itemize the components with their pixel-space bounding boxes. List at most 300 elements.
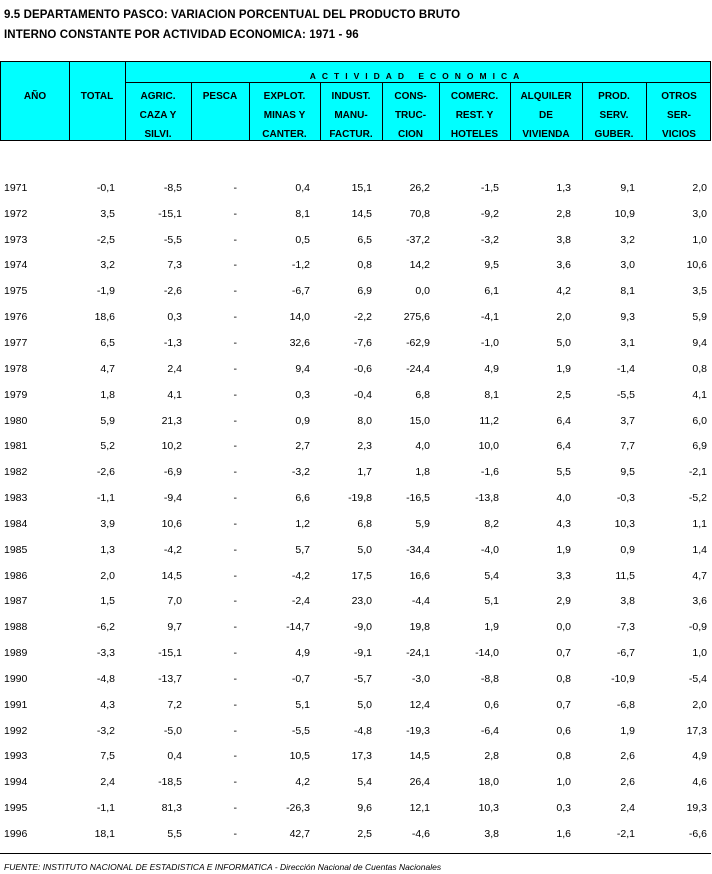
table-title-line-2: INTERNO CONSTANTE POR ACTIVIDAD ECONOMICA: 1971 - 96: [4, 29, 359, 41]
table-cell: -: [233, 802, 237, 815]
table-cell: 0,8: [556, 750, 571, 763]
table-cell: 10,6: [161, 517, 182, 530]
table-cell: -: [233, 466, 237, 479]
table-cell: -6,7: [616, 647, 635, 660]
table-cell: 10,0: [478, 440, 499, 453]
table-cell: 5,9: [100, 414, 115, 427]
table-cell: -: [233, 698, 237, 711]
table-row: [0, 408, 711, 434]
table-cell: 6,5: [357, 233, 372, 246]
row-year: 1989: [4, 647, 28, 660]
table-cell: -3,3: [96, 647, 115, 660]
row-year: 1995: [4, 802, 28, 815]
table-cell: -9,1: [353, 647, 372, 660]
table-cell: 26,2: [409, 181, 430, 194]
table-cell: 10,3: [614, 517, 635, 530]
table-cell: 8,1: [295, 207, 310, 220]
table-cell: 7,2: [167, 698, 182, 711]
table-cell: 4,3: [556, 517, 571, 530]
row-year: 1976: [4, 311, 28, 324]
table-cell: 4,9: [484, 362, 499, 375]
table-cell: -19,3: [406, 724, 430, 737]
table-cell: 4,3: [100, 698, 115, 711]
table-cell: 23,0: [351, 595, 372, 608]
row-year: 1979: [4, 388, 28, 401]
table-cell: 6,8: [415, 388, 430, 401]
table-row: [0, 485, 711, 511]
table-row: [0, 330, 711, 356]
table-cell: 4,0: [415, 440, 430, 453]
table-cell: 17,3: [686, 724, 707, 737]
table-cell: 18,0: [478, 776, 499, 789]
table-row: [0, 433, 711, 459]
table-row: [0, 356, 711, 382]
table-cell: -0,1: [96, 181, 115, 194]
table-cell: -2,4: [291, 595, 310, 608]
table-cell: 14,2: [409, 259, 430, 272]
table-row: [0, 744, 711, 770]
table-cell: -: [233, 750, 237, 763]
table-cell: -5,5: [616, 388, 635, 401]
table-cell: 3,8: [484, 828, 499, 841]
table-cell: 0,7: [556, 698, 571, 711]
table-cell: 19,8: [409, 621, 430, 634]
table-cell: 26,4: [409, 776, 430, 789]
table-cell: 5,0: [556, 336, 571, 349]
table-row: [0, 589, 711, 615]
table-cell: -0,7: [291, 672, 310, 685]
table-cell: -2,6: [96, 466, 115, 479]
table-cell: 1,3: [100, 543, 115, 556]
table-cell: 1,8: [415, 466, 430, 479]
table-row: [0, 537, 711, 563]
table-cell: -3,2: [291, 466, 310, 479]
table-cell: -15,1: [158, 207, 182, 220]
table-cell: -4,0: [480, 543, 499, 556]
header-construccion: CONS- TRUC- CION: [394, 91, 427, 140]
table-row: [0, 201, 711, 227]
row-year: 1996: [4, 828, 28, 841]
table-cell: 1,7: [357, 466, 372, 479]
table-cell: 0,8: [357, 259, 372, 272]
table-cell: 0,3: [167, 311, 182, 324]
row-year: 1993: [4, 750, 28, 763]
table-cell: -: [233, 647, 237, 660]
table-cell: -2,2: [353, 311, 372, 324]
table-cell: 9,4: [295, 362, 310, 375]
table-cell: -4,4: [411, 595, 430, 608]
table-cell: 2,4: [167, 362, 182, 375]
table-cell: -1,6: [480, 466, 499, 479]
table-cell: 3,5: [692, 285, 707, 298]
table-cell: 4,9: [295, 647, 310, 660]
table-cell: -5,0: [163, 724, 182, 737]
table-cell: 1,8: [100, 388, 115, 401]
table-cell: 14,5: [161, 569, 182, 582]
table-cell: 1,3: [556, 181, 571, 194]
row-year: 1985: [4, 543, 28, 556]
table-cell: 10,9: [614, 207, 635, 220]
table-cell: -6,2: [96, 621, 115, 634]
table-cell: 32,6: [289, 336, 310, 349]
table-cell: -1,1: [96, 802, 115, 815]
header-explot: EXPLOT. MINAS Y CANTER.: [262, 91, 307, 140]
table-cell: 1,0: [692, 233, 707, 246]
table-cell: -: [233, 311, 237, 324]
table-cell: 4,7: [100, 362, 115, 375]
table-cell: 5,9: [692, 311, 707, 324]
table-cell: -10,9: [611, 672, 635, 685]
table-title-line-1: 9.5 DEPARTAMENTO PASCO: VARIACION PORCENTUAL DEL PRODUCTO BRUTO: [4, 9, 461, 21]
table-cell: 0,4: [167, 750, 182, 763]
table-cell: -14,7: [286, 621, 310, 634]
table-cell: 5,1: [295, 698, 310, 711]
table-cell: -14,0: [475, 647, 499, 660]
table-cell: 3,2: [620, 233, 635, 246]
table-cell: 2,0: [692, 698, 707, 711]
table-cell: 10,5: [289, 750, 310, 763]
table-cell: 2,5: [357, 828, 372, 841]
table-cell: 5,4: [484, 569, 499, 582]
table-cell: 1,9: [556, 362, 571, 375]
table-cell: -24,4: [406, 362, 430, 375]
table-cell: -: [233, 207, 237, 220]
table-cell: 6,8: [357, 517, 372, 530]
table-cell: 9,5: [620, 466, 635, 479]
table-cell: -7,3: [616, 621, 635, 634]
table-cell: 2,0: [100, 569, 115, 582]
table-cell: 14,5: [409, 750, 430, 763]
table-cell: -1,9: [96, 285, 115, 298]
table-cell: 0,3: [556, 802, 571, 815]
table-row: [0, 459, 711, 485]
table-cell: -4,2: [163, 543, 182, 556]
table-cell: 15,1: [351, 181, 372, 194]
table-cell: 2,3: [357, 440, 372, 453]
table-cell: 4,6: [692, 776, 707, 789]
table-cell: -0,6: [353, 362, 372, 375]
table-cell: 21,3: [161, 414, 182, 427]
table-cell: 5,0: [357, 543, 372, 556]
table-cell: 6,4: [556, 414, 571, 427]
row-year: 1986: [4, 569, 28, 582]
table-cell: -0,9: [688, 621, 707, 634]
table-cell: 18,1: [94, 828, 115, 841]
table-cell: -37,2: [406, 233, 430, 246]
row-year: 1975: [4, 285, 28, 298]
table-cell: 4,7: [692, 569, 707, 582]
table-row: [0, 563, 711, 589]
header-otros: OTROS SER- VICIOS: [661, 91, 697, 140]
table-cell: 8,1: [620, 285, 635, 298]
table-cell: -6,9: [163, 466, 182, 479]
table-cell: 6,9: [357, 285, 372, 298]
table-row: [0, 666, 711, 692]
table-row: [0, 382, 711, 408]
table-cell: -3,0: [411, 672, 430, 685]
table-cell: 42,7: [289, 828, 310, 841]
row-year: 1977: [4, 336, 28, 349]
table-cell: 15,0: [409, 414, 430, 427]
table-cell: 14,0: [289, 311, 310, 324]
table-cell: -13,8: [475, 492, 499, 505]
table-cell: -4,2: [291, 569, 310, 582]
table-cell: 7,5: [100, 750, 115, 763]
table-cell: 0,9: [295, 414, 310, 427]
table-cell: 8,0: [357, 414, 372, 427]
table-cell: -2,1: [688, 466, 707, 479]
table-cell: 5,9: [415, 517, 430, 530]
table-cell: 3,2: [100, 259, 115, 272]
table-row: [0, 795, 711, 821]
table-cell: 3,0: [620, 259, 635, 272]
table-cell: -9,0: [353, 621, 372, 634]
row-year: 1978: [4, 362, 28, 375]
row-year: 1984: [4, 517, 28, 530]
table-cell: 18,6: [94, 311, 115, 324]
header-comerc: COMERC. REST. Y HOTELES: [450, 91, 499, 140]
table-row: [0, 511, 711, 537]
table-cell: 2,6: [620, 776, 635, 789]
table-cell: -4,8: [96, 672, 115, 685]
table-cell: 3,1: [620, 336, 635, 349]
table-cell: -: [233, 517, 237, 530]
table-cell: 5,5: [556, 466, 571, 479]
table-cell: 3,3: [556, 569, 571, 582]
table-cell: -8,8: [480, 672, 499, 685]
table-cell: 2,4: [620, 802, 635, 815]
table-cell: -16,5: [406, 492, 430, 505]
table-cell: 81,3: [161, 802, 182, 815]
table-cell: 4,1: [692, 388, 707, 401]
table-cell: -2,5: [96, 233, 115, 246]
table-cell: 0,4: [295, 181, 310, 194]
header-agric: AGRIC. CAZA Y SILVI.: [139, 91, 177, 140]
table-cell: 0,6: [484, 698, 499, 711]
source-note: FUENTE: INSTITUTO NACIONAL DE ESTADISTICA E INFORMATICA - Dirección Nacional de Cuentas Nacionales: [4, 862, 442, 872]
table-cell: -34,4: [406, 543, 430, 556]
table-cell: -6,6: [688, 828, 707, 841]
table-cell: 5,1: [484, 595, 499, 608]
table-cell: 2,4: [100, 776, 115, 789]
row-year: 1994: [4, 776, 28, 789]
table-cell: 4,1: [167, 388, 182, 401]
table-cell: -24,1: [406, 647, 430, 660]
table-cell: -: [233, 595, 237, 608]
table-cell: -: [233, 621, 237, 634]
table-cell: -5,7: [353, 672, 372, 685]
table-cell: 5,2: [100, 440, 115, 453]
table-cell: 6,0: [692, 414, 707, 427]
table-cell: 17,3: [351, 750, 372, 763]
table-cell: -1,5: [480, 181, 499, 194]
table-cell: 0,0: [556, 621, 571, 634]
table-cell: 8,2: [484, 517, 499, 530]
table-cell: 14,5: [351, 207, 372, 220]
header-total: TOTAL: [80, 91, 114, 102]
header-prod-serv: PROD. SERV. GUBER.: [594, 91, 634, 140]
table-cell: -2,6: [163, 285, 182, 298]
table-row: [0, 175, 711, 201]
row-year: 1987: [4, 595, 28, 608]
table-cell: -: [233, 724, 237, 737]
table-header: [0, 61, 711, 141]
table-cell: 2,0: [692, 181, 707, 194]
table-cell: 0,0: [415, 285, 430, 298]
table-cell: 5,7: [295, 543, 310, 556]
table-cell: 1,9: [556, 543, 571, 556]
table-cell: -5,5: [163, 233, 182, 246]
table-cell: -: [233, 336, 237, 349]
table-cell: -: [233, 233, 237, 246]
row-year: 1982: [4, 466, 28, 479]
table-cell: 0,3: [295, 388, 310, 401]
table-cell: -: [233, 492, 237, 505]
table-cell: 3,0: [692, 207, 707, 220]
table-cell: 2,6: [620, 750, 635, 763]
table-cell: -15,1: [158, 647, 182, 660]
footer-divider: [0, 853, 711, 854]
table-cell: -1,2: [291, 259, 310, 272]
table-cell: -8,5: [163, 181, 182, 194]
table-cell: 7,3: [167, 259, 182, 272]
table-cell: 6,5: [100, 336, 115, 349]
table-row: [0, 821, 711, 847]
table-cell: 275,6: [403, 311, 430, 324]
table-cell: -: [233, 259, 237, 272]
table-cell: 5,5: [167, 828, 182, 841]
table-cell: 12,4: [409, 698, 430, 711]
table-cell: -62,9: [406, 336, 430, 349]
table-cell: 1,9: [484, 621, 499, 634]
table-cell: -1,4: [616, 362, 635, 375]
table-cell: 4,0: [556, 492, 571, 505]
table-cell: 0,7: [556, 647, 571, 660]
table-cell: 0,8: [556, 672, 571, 685]
table-cell: 6,9: [692, 440, 707, 453]
header-indust: INDUST. MANU- FACTUR.: [329, 91, 373, 140]
table-cell: -9,4: [163, 492, 182, 505]
table-cell: -3,2: [96, 724, 115, 737]
table-cell: 9,1: [620, 181, 635, 194]
header-actividad-economica: ACTIVIDAD ECONOMICA: [309, 71, 526, 81]
table-cell: -3,2: [480, 233, 499, 246]
table-cell: 19,3: [686, 802, 707, 815]
table-cell: -: [233, 362, 237, 375]
table-cell: 8,1: [484, 388, 499, 401]
table-cell: -: [233, 828, 237, 841]
header-pesca: PESCA: [202, 91, 238, 102]
table-cell: 3,5: [100, 207, 115, 220]
table-cell: 6,4: [556, 440, 571, 453]
table-cell: 1,0: [692, 647, 707, 660]
table-cell: 6,1: [484, 285, 499, 298]
table-cell: 2,5: [556, 388, 571, 401]
row-year: 1974: [4, 259, 28, 272]
table-cell: 3,7: [620, 414, 635, 427]
table-cell: 1,2: [295, 517, 310, 530]
header-alquiler: ALQUILER DE VIVIENDA: [520, 91, 572, 140]
table-cell: -7,6: [353, 336, 372, 349]
table-cell: 2,8: [556, 207, 571, 220]
table-cell: -0,3: [616, 492, 635, 505]
table-cell: -: [233, 543, 237, 556]
row-year: 1983: [4, 492, 28, 505]
row-year: 1971: [4, 181, 28, 194]
table-cell: 10,2: [161, 440, 182, 453]
table-cell: 3,6: [692, 595, 707, 608]
table-cell: 2,9: [556, 595, 571, 608]
table-row: [0, 253, 711, 279]
table-cell: 7,0: [167, 595, 182, 608]
table-cell: 17,5: [351, 569, 372, 582]
table-cell: 11,5: [615, 569, 635, 582]
table-cell: -6,8: [616, 698, 635, 711]
table-cell: -9,2: [480, 207, 499, 220]
table-row: [0, 278, 711, 304]
table-cell: -1,3: [163, 336, 182, 349]
table-cell: 3,9: [100, 517, 115, 530]
table-cell: 10,3: [478, 802, 499, 815]
table-cell: 3,6: [556, 259, 571, 272]
table-cell: 4,2: [556, 285, 571, 298]
table-cell: 1,1: [692, 517, 707, 530]
table-cell: -1,1: [96, 492, 115, 505]
table-cell: -4,1: [480, 311, 499, 324]
table-cell: -4,6: [411, 828, 430, 841]
header-anio: AÑO: [23, 91, 47, 102]
table-row: [0, 692, 711, 718]
table-cell: 9,5: [484, 259, 499, 272]
table-cell: 0,8: [692, 362, 707, 375]
table-row: [0, 640, 711, 666]
table-cell: -18,5: [158, 776, 182, 789]
table-cell: -: [233, 388, 237, 401]
table-row: [0, 614, 711, 640]
table-cell: -2,1: [616, 828, 635, 841]
table-cell: 1,6: [556, 828, 571, 841]
table-cell: 1,5: [100, 595, 115, 608]
table-cell: -: [233, 569, 237, 582]
row-year: 1991: [4, 698, 28, 711]
table-row: [0, 227, 711, 253]
table-cell: 9,7: [167, 621, 182, 634]
table-cell: 1,4: [692, 543, 707, 556]
row-year: 1972: [4, 207, 28, 220]
table-cell: -: [233, 285, 237, 298]
table-cell: 10,6: [686, 259, 707, 272]
row-year: 1988: [4, 621, 28, 634]
table-cell: 7,7: [620, 440, 635, 453]
table-cell: -4,8: [353, 724, 372, 737]
row-year: 1992: [4, 724, 28, 737]
data-table: [0, 175, 711, 847]
table-cell: 16,6: [409, 569, 430, 582]
table-cell: 9,4: [692, 336, 707, 349]
table-row: [0, 769, 711, 795]
row-year: 1973: [4, 233, 28, 246]
table-cell: 1,9: [620, 724, 635, 737]
table-cell: 1,0: [556, 776, 571, 789]
table-cell: 2,8: [484, 750, 499, 763]
table-cell: 4,2: [295, 776, 310, 789]
table-cell: -: [233, 414, 237, 427]
row-year: 1990: [4, 672, 28, 685]
table-cell: -: [233, 440, 237, 453]
row-year: 1981: [4, 440, 28, 453]
table-cell: 9,3: [620, 311, 635, 324]
table-cell: -6,7: [291, 285, 310, 298]
